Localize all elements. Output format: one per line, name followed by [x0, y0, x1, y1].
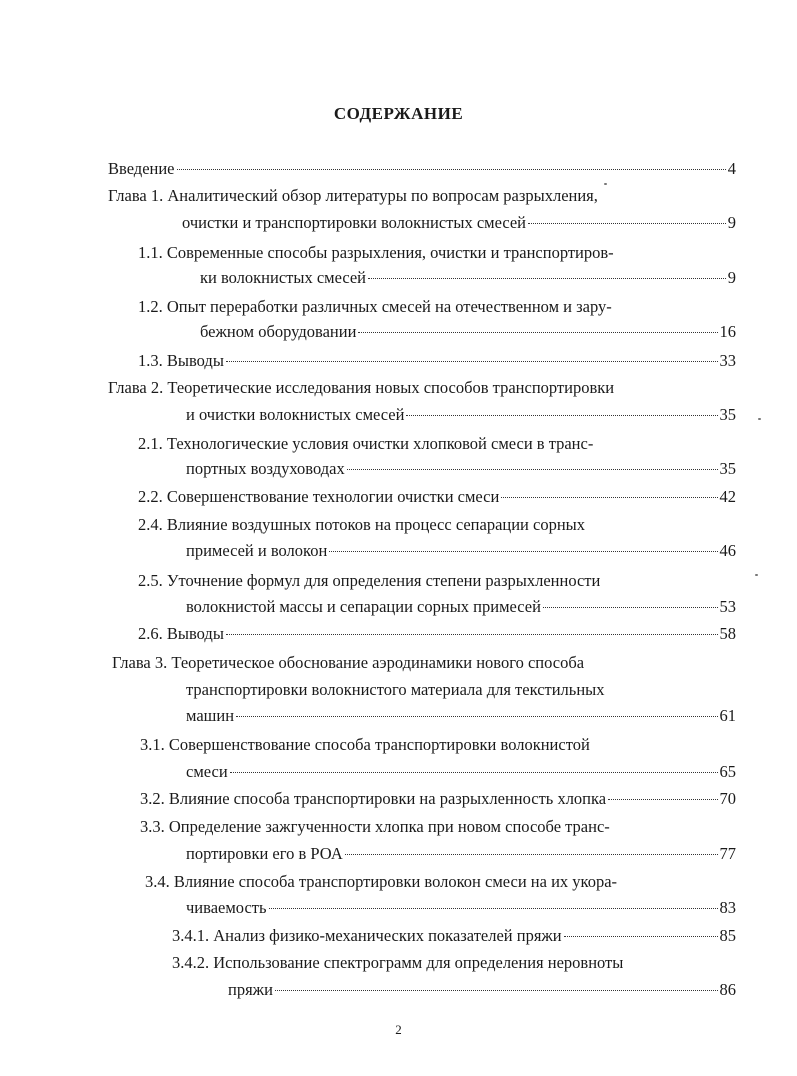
- toc-page-number: 77: [719, 844, 736, 863]
- toc-entry-text: 1.1. Современные способы разрыхления, очистки и транспортиров-: [138, 243, 614, 262]
- dot-leader: [226, 634, 718, 635]
- toc-page-number: 4: [727, 159, 736, 178]
- toc-entry-text: транспортировки волокнистого материала для текстильных: [186, 680, 605, 699]
- dot-leader: [347, 469, 718, 470]
- toc-entry-text: 2.6. Выводы: [138, 624, 224, 643]
- toc-page-number: 9: [727, 213, 736, 232]
- toc-entry-text: 2.1. Технологические условия очистки хлопковой смеси в транс-: [138, 434, 594, 453]
- toc-entry-2-4: [138, 515, 694, 537]
- toc-entry-chapter-1-cont: [182, 213, 736, 235]
- toc-entry-text: смеси: [186, 762, 228, 781]
- dot-leader: [236, 716, 717, 717]
- toc-entry-text: примесей и волокон: [186, 541, 328, 560]
- toc-entry-text: Глава 2. Теоретические исследования новых способов транспортировки: [108, 378, 615, 397]
- toc-entry-2-6: [138, 624, 736, 646]
- toc-page-number: 9: [727, 268, 736, 287]
- dot-leader: [230, 772, 718, 773]
- dot-leader: [177, 169, 726, 170]
- scan-speck: [758, 418, 761, 420]
- toc-entry-1-2-cont: [200, 322, 736, 344]
- dot-leader: [275, 990, 718, 991]
- page-title: СОДЕРЖАНИЕ: [333, 104, 464, 123]
- dot-leader: [543, 607, 718, 608]
- toc-entry-text: 3.1. Совершенствование способа транспортировки волокнистой: [140, 735, 590, 754]
- toc-entry-text: пряжи: [228, 980, 273, 999]
- toc-entry-3-4-cont: [186, 898, 736, 920]
- toc-entry-2-5: [138, 571, 720, 593]
- toc-entry-1-1-cont: [200, 268, 736, 290]
- dot-leader: [528, 223, 726, 224]
- toc-entry-text: 2.2. Совершенствование технологии очистки смеси: [138, 487, 500, 506]
- toc-entry-text: Глава 3. Теоретическое обоснование аэродинамики нового способа: [112, 653, 585, 672]
- toc-entry-2-2: [138, 487, 736, 509]
- toc-entry-chapter-2-cont: [186, 405, 736, 427]
- toc-entry-text: 3.4.2. Использование спектрограмм для определения неровноты: [172, 953, 624, 972]
- toc-entry-text: 1.2. Опыт переработки различных смесей на отечественном и зару-: [138, 297, 612, 316]
- toc-entry-text: 3.2. Влияние способа транспортировки на разрыхленность хлопка: [140, 789, 607, 808]
- toc-entry-chapter-3: [112, 653, 718, 675]
- toc-entry-text: 1.3. Выводы: [138, 351, 224, 370]
- dot-leader: [329, 551, 717, 552]
- toc-page-number: 61: [719, 706, 736, 725]
- dot-leader: [368, 278, 726, 279]
- toc-page-number: 35: [719, 405, 736, 424]
- toc-page-number: 35: [719, 459, 736, 478]
- toc-entry-text: 2.4. Влияние воздушных потоков на процесс сепарации сорных: [138, 515, 586, 534]
- toc-entry-3-4: [145, 872, 695, 894]
- dot-leader: [564, 936, 718, 937]
- toc-entry-1-3: [138, 351, 736, 373]
- toc-entry-chapter-1: [108, 186, 718, 208]
- toc-entry-text: портных воздуховодах: [186, 459, 345, 478]
- toc-entry-text: машин: [186, 706, 235, 725]
- toc-entry-text: бежном оборудовании: [200, 322, 357, 341]
- toc-page-number: 46: [719, 541, 736, 560]
- toc-entry-3-4-2-cont: [228, 980, 736, 1002]
- toc-entry-chapter-3-cont2: [186, 706, 736, 728]
- toc-page-number: 86: [719, 980, 736, 999]
- toc-entry-text: очистки и транспортировки волокнистых смесей: [182, 213, 527, 232]
- toc-page-number: 42: [719, 487, 736, 506]
- toc-entry-2-1-cont: [186, 459, 736, 481]
- toc-entry-text: и очистки волокнистых смесей: [186, 405, 405, 424]
- toc-entry-text: 3.4.1. Анализ физико-механических показателей пряжи: [172, 926, 562, 945]
- toc-entry-text: портировки его в РОА: [186, 844, 343, 863]
- toc-entry-3-4-2: [172, 953, 696, 975]
- toc-page-number: 53: [719, 597, 736, 616]
- toc-page-number: 70: [719, 789, 736, 808]
- toc-entry-3-1: [140, 735, 692, 757]
- toc-entry-text: Глава 1. Аналитический обзор литературы по вопросам разрыхления,: [108, 186, 598, 205]
- page-number: 2: [395, 1022, 402, 1037]
- toc-entry-2-4-cont: [186, 541, 736, 563]
- toc-page-number: 83: [719, 898, 736, 917]
- toc-entry-3-1-cont: [186, 762, 736, 784]
- toc-page-number: 16: [719, 322, 736, 341]
- toc-page-number: 65: [719, 762, 736, 781]
- dot-leader: [226, 361, 718, 362]
- dot-leader: [358, 332, 717, 333]
- toc-entry-2-5-cont: [186, 597, 736, 619]
- dot-leader: [501, 497, 717, 498]
- toc-page-number: 33: [719, 351, 736, 370]
- toc-entry-1-2: [138, 297, 720, 319]
- toc-entry-3-3: [140, 817, 692, 839]
- toc-entry-text: чиваемость: [186, 898, 267, 917]
- toc-entry-text: 3.4. Влияние способа транспортировки волокон смеси на их укора-: [145, 872, 618, 891]
- toc-entry-text: 2.5. Уточнение формул для определения степени разрыхленности: [138, 571, 601, 590]
- toc-entry-text: Введение: [108, 159, 175, 178]
- dot-leader: [608, 799, 717, 800]
- dot-leader: [269, 908, 718, 909]
- scan-speck: [755, 574, 758, 576]
- toc-entry-text: 3.3. Определение зажгученности хлопка при новом способе транс-: [140, 817, 610, 836]
- dot-leader: [345, 854, 718, 855]
- toc-entry-3-3-cont: [186, 844, 736, 866]
- toc-entry-text: волокнистой массы и сепарации сорных примесей: [186, 597, 541, 616]
- toc-entry-1-1: [138, 243, 720, 265]
- toc-entry-chapter-2: [108, 378, 720, 400]
- toc-entry-intro: [108, 159, 736, 181]
- toc-page-number: 85: [719, 926, 736, 945]
- dot-leader: [406, 415, 717, 416]
- toc-entry-text: ки волокнистых смесей: [200, 268, 367, 287]
- toc-entry-chapter-3-cont: [186, 680, 692, 702]
- scan-speck: [604, 183, 607, 185]
- toc-entry-2-1: [138, 434, 720, 456]
- toc-entry-3-4-1: [172, 926, 736, 948]
- toc-page-number: 58: [719, 624, 736, 643]
- toc-entry-3-2: [140, 789, 736, 811]
